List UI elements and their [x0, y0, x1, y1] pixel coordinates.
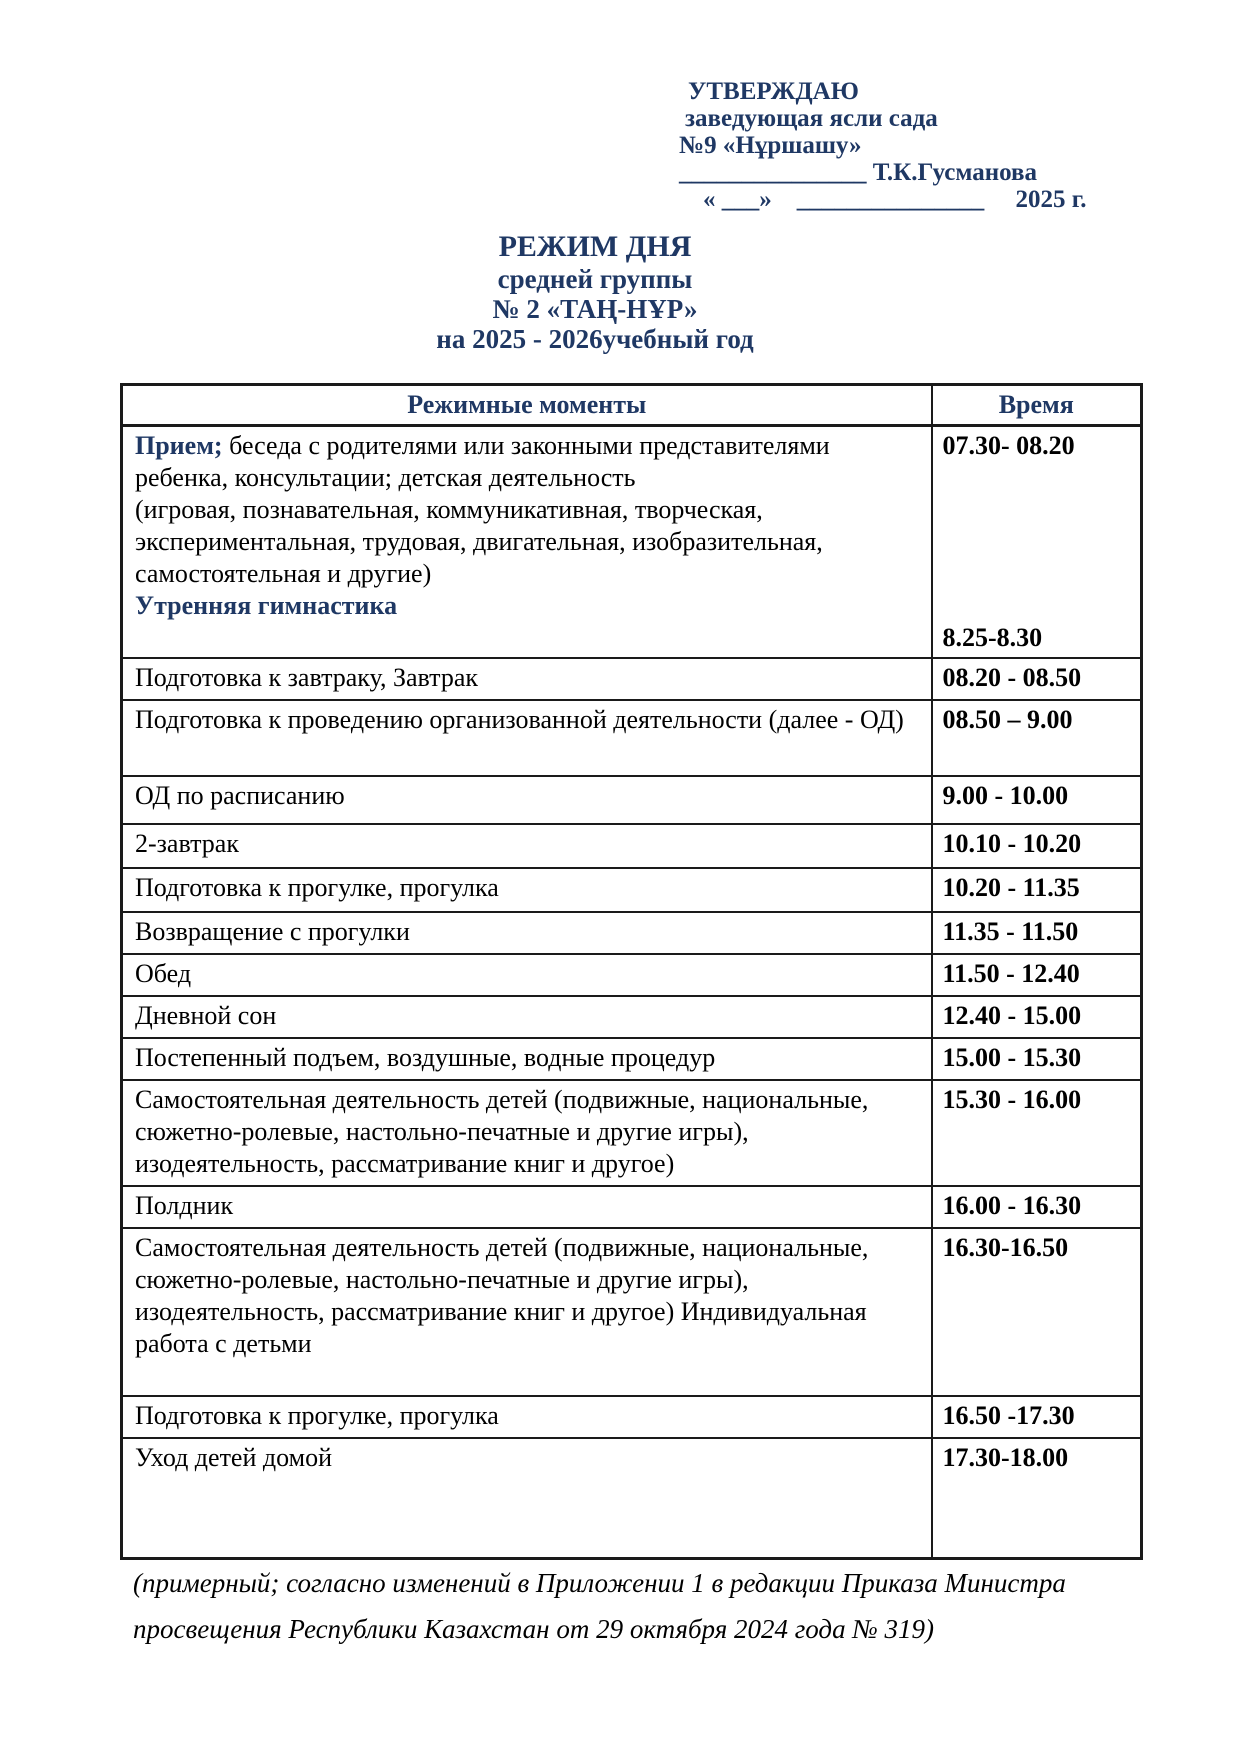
- time-cell: 15.00 - 15.30: [932, 1038, 1142, 1080]
- activity-morning-gym: Утренняя гимнастика: [135, 591, 398, 620]
- time-cell: 11.50 - 12.40: [932, 954, 1142, 996]
- time-cell: 12.40 - 15.00: [932, 996, 1142, 1038]
- activity-text: беседа с родителями или законными представителями ребенка, консультации; детская деятельность: [135, 431, 830, 492]
- schedule-table: [120, 383, 1143, 1560]
- table-row: [122, 1080, 1142, 1186]
- footer-note: (примерный; согласно изменений в Приложении 1 в редакции Приказа Министра просвещения Республики Казахстан от 29 октября 2024 года № 319): [133, 1568, 1066, 1644]
- title-year: на 2025 - 2026учебный год: [436, 324, 754, 354]
- approval-line-institution: №9 «Нұршашу»: [679, 132, 862, 159]
- table-row: [122, 1038, 1142, 1080]
- table-row: [122, 1396, 1142, 1438]
- table-header-row: [122, 385, 1142, 426]
- activity-cell: Дневной сон: [122, 996, 932, 1038]
- activity-parenthetical: (игровая, познавательная, коммуникативная, творческая, экспериментальная, трудовая, двигательная, изобразительная, самостоятельная и другие): [135, 495, 823, 588]
- time-cell: 15.30 - 16.00: [932, 1080, 1142, 1186]
- time-cell: 16.30-16.50: [932, 1228, 1142, 1396]
- table-row: [122, 1186, 1142, 1228]
- activity-cell: [122, 426, 932, 659]
- activity-cell: Возвращение с прогулки: [122, 912, 932, 954]
- approval-block: [679, 78, 1099, 213]
- table-row: [122, 868, 1142, 912]
- activity-cell: Самостоятельная деятельность детей (подвижные, национальные, сюжетно-ролевые, настольно-печатные и другие игры), изодеятельность, рассматривание книг и другое) Индивидуальная работа с детьми: [122, 1228, 932, 1396]
- activity-cell: Уход детей домой: [122, 1438, 932, 1559]
- time-cell: 08.20 - 08.50: [932, 658, 1142, 700]
- time-cell: 9.00 - 10.00: [932, 776, 1142, 824]
- activity-cell: Полдник: [122, 1186, 932, 1228]
- activity-cell: Подготовка к прогулке, прогулка: [122, 1396, 932, 1438]
- header-time: Время: [932, 385, 1142, 426]
- approval-line-date: « ___» _______________ 2025 г.: [703, 186, 1087, 213]
- activity-cell: Самостоятельная деятельность детей (подвижные, национальные, сюжетно-ролевые, настольно-печатные и другие игры), изодеятельность, рассматривание книг и другое): [122, 1080, 932, 1186]
- table-row: [122, 776, 1142, 824]
- table-row: [122, 824, 1142, 868]
- activity-cell: Постепенный подъем, воздушные, водные процедур: [122, 1038, 932, 1080]
- title-regime: РЕЖИМ ДНЯ: [498, 230, 692, 263]
- document-title: [120, 230, 1070, 354]
- approval-line-approve: УТВЕРЖДАЮ: [688, 78, 859, 105]
- table-row: [122, 1438, 1142, 1559]
- time-cell: 11.35 - 11.50: [932, 912, 1142, 954]
- table-row: [122, 1228, 1142, 1396]
- activity-lead-reception: Прием;: [135, 431, 223, 460]
- table-row: [122, 912, 1142, 954]
- approval-line-signature: _______________ Т.К.Гусманова: [679, 159, 1037, 186]
- table-row: [122, 658, 1142, 700]
- activity-cell: Подготовка к завтраку, Завтрак: [122, 658, 932, 700]
- time-cell: 10.20 - 11.35: [932, 868, 1142, 912]
- activity-cell: Подготовка к прогулке, прогулка: [122, 868, 932, 912]
- table-row: [122, 426, 1142, 659]
- approval-line-position: заведующая ясли сада: [685, 105, 938, 132]
- time-cell: 08.50 – 9.00: [932, 700, 1142, 776]
- table-row: [122, 996, 1142, 1038]
- activity-cell: Подготовка к проведению организованной деятельности (далее - ОД): [122, 700, 932, 776]
- title-group: средней группы: [497, 264, 693, 294]
- table-row: [122, 954, 1142, 996]
- header-regime-moments: Режимные моменты: [122, 385, 932, 426]
- time-value-gym: 8.25-8.30: [942, 623, 1043, 652]
- title-group-name: № 2 «ТАҢ-НҰР»: [492, 294, 698, 324]
- activity-cell: 2-завтрак: [122, 824, 932, 868]
- time-cell: 17.30-18.00: [932, 1438, 1142, 1559]
- time-cell: 10.10 - 10.20: [932, 824, 1142, 868]
- time-cell: 16.00 - 16.30: [932, 1186, 1142, 1228]
- activity-cell: ОД по расписанию: [122, 776, 932, 824]
- time-cell: 16.50 -17.30: [932, 1396, 1142, 1438]
- table-row: [122, 700, 1142, 776]
- time-cell: [932, 426, 1142, 659]
- time-value: 07.30- 08.20: [942, 431, 1075, 460]
- activity-cell: Обед: [122, 954, 932, 996]
